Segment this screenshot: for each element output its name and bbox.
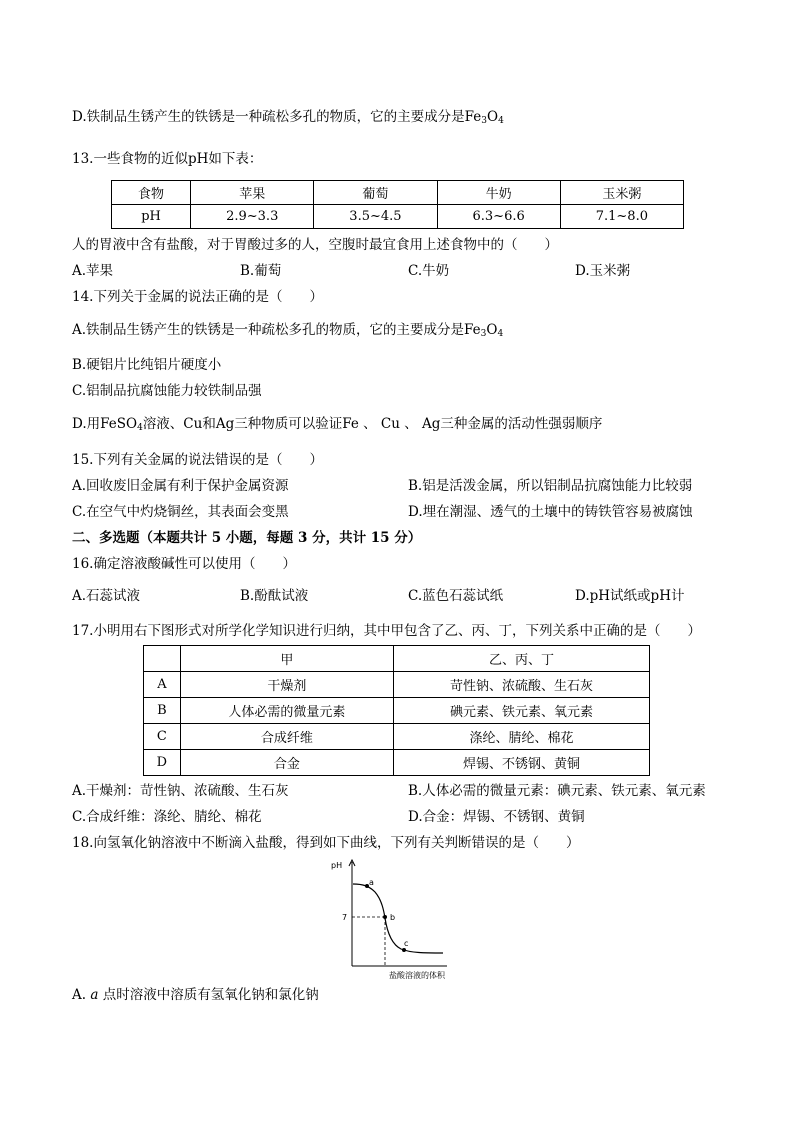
ph-curve — [353, 884, 443, 953]
q14-stem: 14.下列关于金属的说法正确的是（ ） — [72, 289, 323, 305]
table-cell: 合成纤维 — [180, 724, 393, 750]
table-cell: pH — [112, 205, 191, 229]
table-row — [144, 698, 650, 724]
q13-option-c: C.牛奶 — [408, 263, 450, 279]
q15-option-b: B.铝是活泼金属，所以铝制品抗腐蚀能力比较弱 — [408, 478, 693, 494]
q16-option-c: C.蓝色石蕊试纸 — [408, 588, 504, 604]
q17-classification-table — [143, 645, 650, 776]
table-row — [144, 724, 650, 750]
q17-option-d: D.合金：焊锡、不锈钢、黄铜 — [408, 809, 585, 825]
point-c-marker — [402, 948, 406, 952]
y-tick-7: 7 — [342, 913, 348, 922]
table-row — [112, 181, 684, 205]
q18-option-a: A. a 点时溶液中溶质有氢氧化钠和氯化钠 — [72, 987, 319, 1003]
ph-curve-graph — [325, 856, 485, 984]
q17-option-a: A.干燥剂：苛性钠、浓硫酸、生石灰 — [72, 783, 289, 799]
q18-stem: 18.向氢氧化钠溶液中不断滴入盐酸，得到如下曲线，下列有关判断错误的是（ ） — [72, 835, 580, 851]
q15-stem: 15.下列有关金属的说法错误的是（ ） — [72, 452, 323, 468]
q13-stem: 13.一些食物的近似pH如下表： — [72, 151, 263, 167]
table-cell: 干燥剂 — [180, 672, 393, 698]
table-cell: 焊锡、不锈钢、黄铜 — [394, 750, 650, 776]
q15-option-a: A.回收废旧金属有利于保护金属资源 — [72, 478, 289, 494]
q13-ph-table — [111, 180, 684, 229]
table-cell: 葡萄 — [314, 181, 437, 205]
table-cell: 2.9~3.3 — [191, 205, 314, 229]
point-c-label: c — [404, 939, 409, 948]
table-cell: 甲 — [180, 646, 393, 672]
table-cell — [144, 646, 181, 672]
section-2-heading: 二、多选题（本题共计 5 小题，每题 3 分，共计 15 分） — [72, 530, 422, 546]
q15-option-d: D.埋在潮湿、透气的土壤中的铸铁管容易被腐蚀 — [408, 504, 693, 520]
q14-option-b: B.硬铝片比纯铝片硬度小 — [72, 357, 222, 373]
table-row — [112, 205, 684, 229]
table-cell: 6.3~6.6 — [437, 205, 560, 229]
table-cell: 食物 — [112, 181, 191, 205]
table-cell: A — [144, 672, 181, 698]
table-cell: 3.5~4.5 — [314, 205, 437, 229]
q16-stem: 16.确定溶液酸碱性可以使用（ ） — [72, 556, 296, 572]
q13-option-b: B.葡萄 — [240, 263, 282, 279]
table-cell: 苛性钠、浓硫酸、生石灰 — [394, 672, 650, 698]
q16-option-b: B.酚酞试液 — [240, 588, 309, 604]
q13-option-a: A.苹果 — [72, 263, 114, 279]
q15-option-c: C.在空气中灼烧铜丝，其表面会变黑 — [72, 504, 289, 520]
q12-option-d: D.铁制品生锈产生的铁锈是一种疏松多孔的物质，它的主要成分是$Fe_3O_4$ — [72, 109, 504, 126]
q17-stem: 17.小明用右下图形式对所学化学知识进行归纳，其中甲包含了乙、丙、丁，下列关系中正确的是（ ） — [72, 623, 701, 639]
table-row — [144, 672, 650, 698]
table-cell: 苹果 — [191, 181, 314, 205]
table-cell: B — [144, 698, 181, 724]
table-cell: 涤纶、腈纶、棉花 — [394, 724, 650, 750]
table-cell: 碘元素、铁元素、氧元素 — [394, 698, 650, 724]
q14-option-d: D.用FeSO$_4$溶液、Cu和Ag三种物质可以验证Fe 、 Cu 、 Ag三种金属的活动性强弱顺序 — [72, 416, 603, 433]
table-cell: 乙、丙、丁 — [394, 646, 650, 672]
q14-option-a: A.铁制品生锈产生的铁锈是一种疏松多孔的物质，它的主要成分是$Fe_3O_4$ — [72, 322, 504, 339]
graph-axes — [349, 860, 447, 966]
q13-question: 人的胃液中含有盐酸，对于胃酸过多的人，空腹时最宜食用上述食物中的（ ） — [72, 237, 558, 253]
table-cell: 合金 — [180, 750, 393, 776]
table-cell: 7.1~8.0 — [560, 205, 683, 229]
point-a-label: a — [369, 878, 374, 887]
guide-lines — [352, 917, 385, 966]
y-axis-label: pH — [331, 861, 343, 870]
table-cell: C — [144, 724, 181, 750]
table-cell: 人体必需的微量元素 — [180, 698, 393, 724]
q16-option-d: D.pH试纸或pH计 — [575, 588, 685, 604]
point-b-marker — [383, 915, 387, 919]
q16-option-a: A.石蕊试液 — [72, 588, 141, 604]
point-b-label: b — [390, 913, 396, 922]
q17-option-c: C.合成纤维：涤纶、腈纶、棉花 — [72, 809, 262, 825]
q17-option-b: B.人体必需的微量元素：碘元素、铁元素、氧元素 — [408, 783, 706, 799]
table-cell: 牛奶 — [437, 181, 560, 205]
table-cell: 玉米粥 — [560, 181, 683, 205]
table-cell: D — [144, 750, 181, 776]
q14-option-c: C.铝制品抗腐蚀能力较铁制品强 — [72, 383, 262, 399]
x-axis-label: 盐酸溶液的体积 — [389, 971, 445, 980]
q13-option-d: D.玉米粥 — [575, 263, 631, 279]
table-row — [144, 646, 650, 672]
table-row — [144, 750, 650, 776]
